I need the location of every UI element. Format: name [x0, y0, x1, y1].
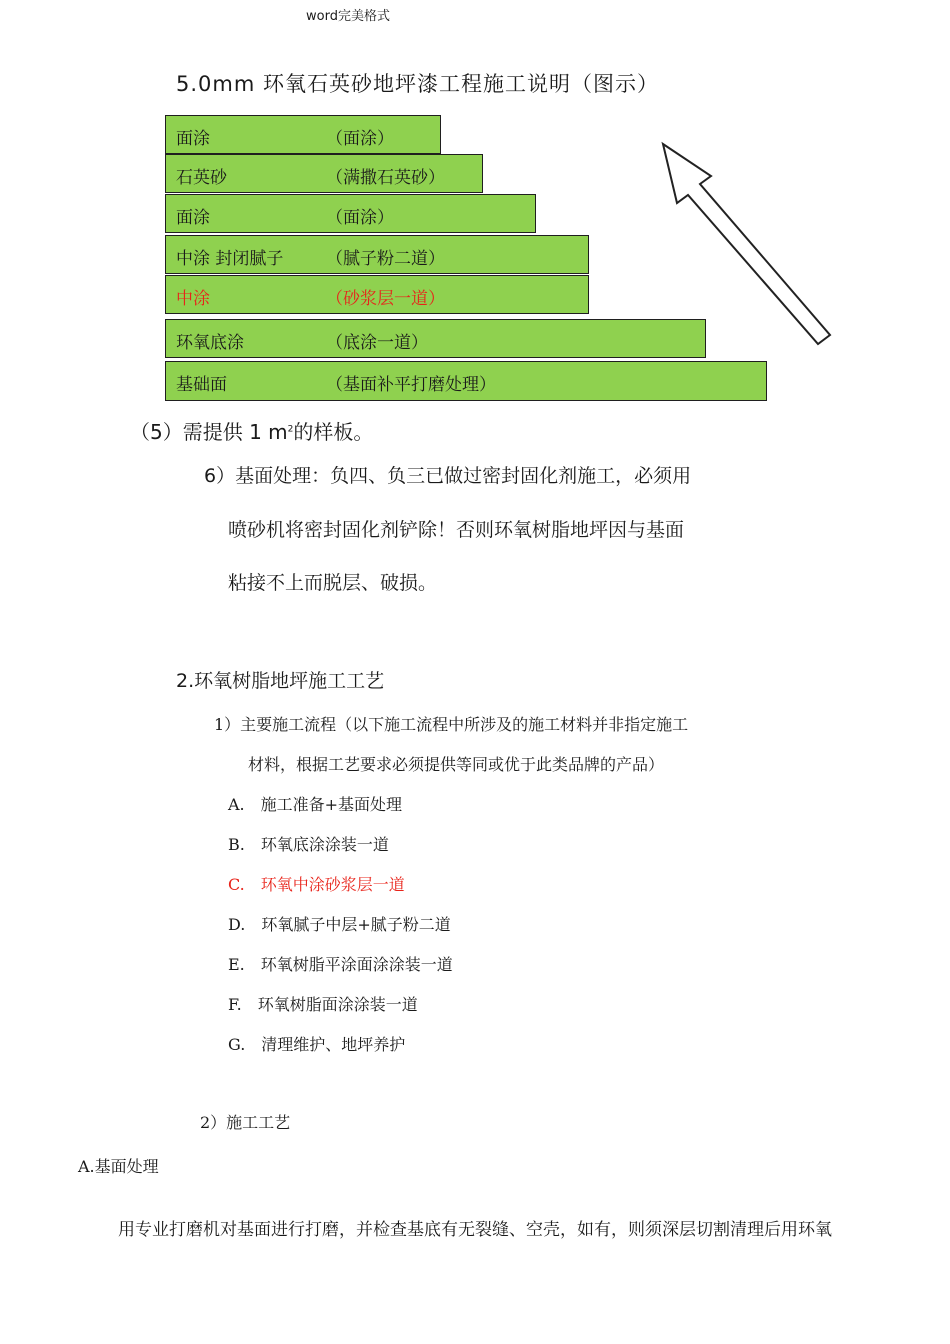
layer-desc: （面涂） — [326, 129, 394, 149]
step-text: 环氧树脂平涂面涂涂装一道 — [260, 955, 453, 974]
layer-name: 面涂 — [176, 208, 210, 228]
layer-name: 基础面 — [176, 375, 227, 395]
header-note: word完美格式 — [306, 9, 390, 24]
layer-name: 石英砂 — [176, 168, 227, 188]
layer-mortar — [165, 275, 589, 314]
layer-name: 环氧底涂 — [176, 333, 244, 353]
step-letter: B. — [228, 835, 245, 854]
layer-desc: （砂浆层一道） — [326, 289, 445, 309]
figure-title: 5.0mm 环氧石英砂地坪漆工程施工说明（图示） — [176, 72, 659, 96]
step-letter: E. — [228, 955, 245, 974]
layer-name: 中涂 — [176, 289, 210, 309]
note-5-sup: 2 — [287, 424, 294, 435]
step-d — [228, 912, 451, 935]
step-letter: A. — [228, 795, 245, 814]
note-6-line-3: 粘接不上而脱层、破损。 — [228, 572, 438, 594]
layer-putty — [165, 235, 589, 274]
layer-desc: （腻子粉二道） — [326, 249, 445, 269]
layer-base — [165, 361, 767, 401]
note-6-line-1: 6）基面处理：负四、负三已做过密封固化剂施工，必须用 — [204, 465, 692, 487]
layer-desc: （面涂） — [326, 208, 394, 228]
step-letter: G. — [228, 1035, 246, 1054]
step-text: 环氧树脂面涂涂装一道 — [257, 995, 418, 1014]
layer-name: 面涂 — [176, 129, 210, 149]
step-b — [228, 832, 389, 855]
step-e — [228, 952, 453, 975]
step-text: 施工准备+基面处理 — [260, 795, 403, 814]
step-text: 环氧中涂砂浆层一道 — [260, 875, 405, 894]
note-5-text: （5）需提供 1 m — [130, 420, 288, 444]
step-g — [228, 1032, 405, 1055]
sub-1-line-1: 1）主要施工流程（以下施工流程中所涉及的施工材料并非指定施工 — [214, 715, 689, 734]
sub-1-line-2: 材料，根据工艺要求必须提供等同或优于此类品牌的产品） — [248, 755, 665, 774]
step-letter: C. — [228, 875, 245, 894]
layer-face-coat — [165, 194, 536, 233]
layer-desc: （底涂一道） — [326, 333, 428, 353]
step-a — [228, 792, 402, 815]
layer-name: 中涂 封闭腻子 — [176, 249, 284, 269]
section-2-heading: 2.环氧树脂地坪施工工艺 — [176, 670, 385, 692]
layer-quartz-sand — [165, 154, 483, 193]
step-letter: D. — [228, 915, 246, 934]
step-f — [228, 992, 418, 1015]
note-5-tail: 的样板。 — [293, 420, 374, 444]
step-text: 清理维护、地坪养护 — [261, 1035, 406, 1054]
layer-primer — [165, 319, 706, 358]
sub-2-heading: 2）施工工艺 — [200, 1113, 291, 1132]
layer-desc: （满撒石英砂） — [326, 168, 445, 188]
body-paragraph: 用专业打磨机对基面进行打磨，并检查基底有无裂缝、空壳，如有，则须深层切割清理后用环氧 — [118, 1220, 832, 1240]
step-text: 环氧腻子中层+腻子粉二道 — [261, 915, 451, 934]
step-letter: F. — [228, 995, 242, 1014]
layer-top-coat — [165, 115, 441, 154]
step-c — [228, 872, 405, 895]
up-arrow-icon — [655, 138, 840, 348]
sub-2-a-heading: A.基面处理 — [78, 1157, 159, 1176]
note-5 — [130, 416, 373, 445]
layer-desc: （基面补平打磨处理） — [326, 375, 496, 395]
step-text: 环氧底涂涂装一道 — [260, 835, 389, 854]
note-6-line-2: 喷砂机将密封固化剂铲除！否则环氧树脂地坪因与基面 — [228, 519, 685, 541]
